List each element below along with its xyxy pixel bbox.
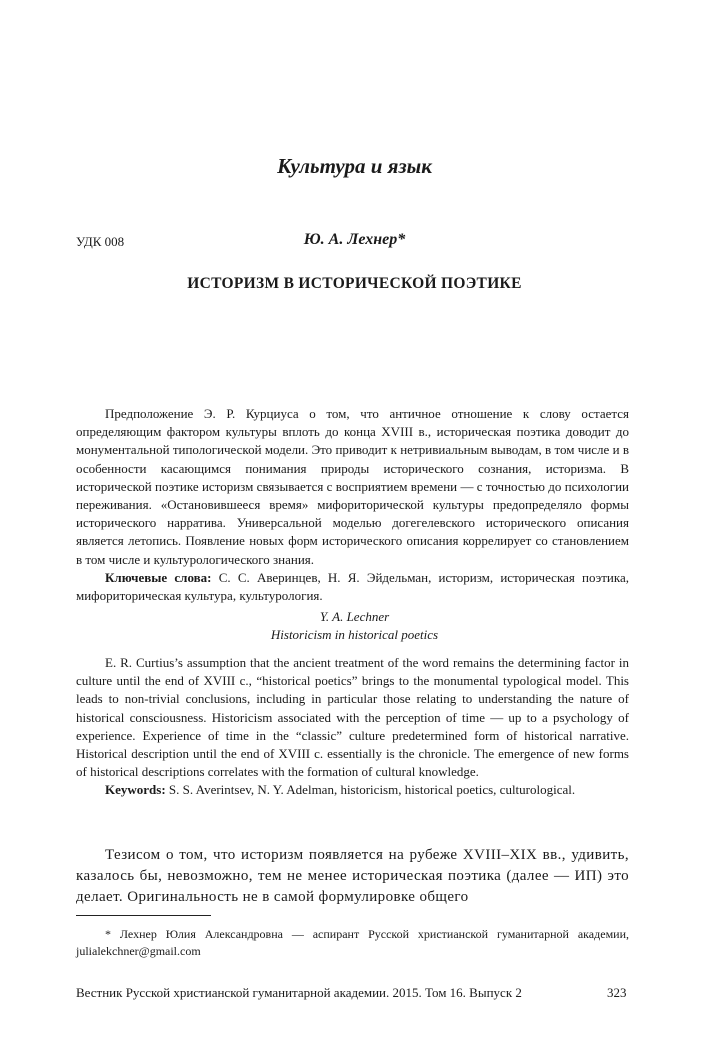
article-author: Ю. А. Лехнер* bbox=[303, 231, 406, 248]
udk-code: УДК 008 bbox=[76, 234, 125, 249]
body-paragraph: Тезисом о том, что историзм появляется на рубеже XVIII–XIX вв., удивить, казалось бы, невозможно, тем не менее историческая поэтика (далее — ИП) это делает. Оригинальность не в самой формулировке общего bbox=[76, 847, 629, 905]
article-title: ИСТОРИЗМ В ИСТОРИЧЕСКОЙ ПОЭТИКЕ bbox=[187, 275, 522, 292]
journal-footer: Вестник Русской христианской гуманитарной академии. 2015. Том 16. Выпуск 2 bbox=[76, 985, 522, 1000]
english-abstract-text: E. R. Curtius’s assumption that the ancient treatment of the word remains the determining factor in culture until the end of XVIII c., “historical poetics” brings to the monumental typological model. This leads to non-trivial conclusions, including in particular those relating to understanding the nature of historical consciousness. Historicism associated with the perception of time — up to a psychology of experience. Experience of time in the “classic” culture predetermined form of historical narrative. Historical description until the end of XVIII c. essentially is the chronicle. The emergence of new forms of historical descriptions correlates with the formation of cultural knowledge. bbox=[76, 655, 629, 780]
footnote bbox=[76, 926, 629, 960]
footnote-divider bbox=[76, 915, 211, 916]
footnote-text: * Лехнер Юлия Александровна — аспирант Русской христианской гуманитарной академии, julialekchner@gmail.com bbox=[76, 927, 629, 958]
russian-keywords bbox=[76, 569, 629, 605]
section-title: Культура и язык bbox=[277, 154, 432, 178]
english-keywords bbox=[76, 781, 629, 799]
english-keywords-list: S. S. Averintsev, N. Y. Adelman, historicism, historical poetics, culturological. bbox=[168, 782, 576, 798]
english-keywords-label: Keywords: bbox=[105, 782, 166, 798]
english-abstract bbox=[76, 654, 629, 800]
russian-abstract-text: Предположение Э. Р. Курциуса о том, что античное отношение к слову остается определяющим фактором культуры вплоть до конца XVIII в., историческая поэтика доводит до монументальной типологической модели. Это приводит к нетривиальным выводам, в том числе и в особенности касающимся понимания природы исторического сознания, историзма. В исторической поэтике историзм связывается с восприятием времени — с точностью до психологии переживания. «Остановившееся время» мифориторической культуры предопределяло формы исторического нарратива. Универсальной моделью догегелевского исторического описания является летопись. Появление новых форм исторического описания коррелирует со становлением в том числе и культурологического знания. bbox=[76, 406, 629, 567]
russian-abstract bbox=[76, 405, 629, 605]
russian-keywords-label: Ключевые слова: bbox=[105, 569, 212, 585]
english-title: Historicism in historical poetics bbox=[270, 627, 439, 642]
english-author: Y. A. Lechner bbox=[319, 609, 390, 624]
page-number: 323 bbox=[607, 985, 627, 1000]
body-text bbox=[76, 845, 629, 908]
russian-keywords-list: С. С. Аверинцев, Н. Я. Эйдельман, историзм, историческая поэтика, мифориторическая культура, культурология. bbox=[76, 569, 629, 604]
